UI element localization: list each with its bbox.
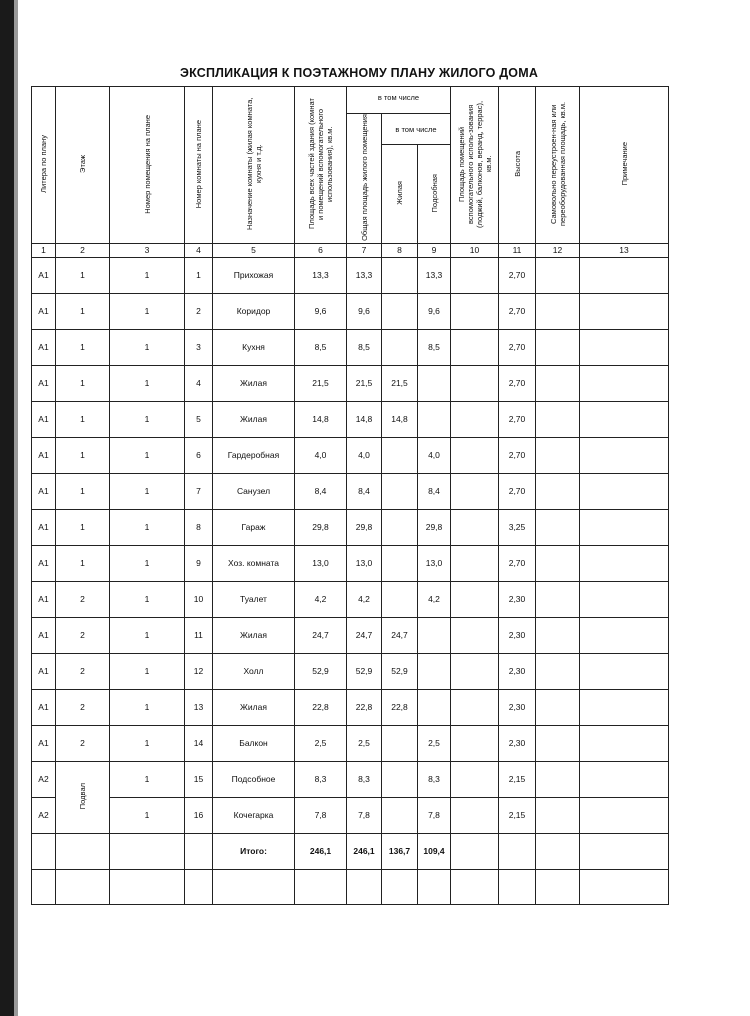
height-cell: 2,70 [499, 329, 536, 365]
room-purpose-cell: Коридор [213, 293, 295, 329]
aux-area-cell [418, 401, 451, 437]
aux-area-cell: 8,5 [418, 329, 451, 365]
room-purpose-cell: Балкон [213, 725, 295, 761]
premise-number-cell: 1 [110, 617, 185, 653]
room-purpose-cell: Кочегарка [213, 797, 295, 833]
premise-number-cell: 1 [110, 329, 185, 365]
note-cell [580, 437, 669, 473]
note-cell [580, 617, 669, 653]
area-cell: 4,2 [295, 581, 347, 617]
document-title: ЭКСПЛИКАЦИЯ К ПОЭТАЖНОМУ ПЛАНУ ЖИЛОГО ДОМА [180, 66, 539, 80]
area-cell: 24,7 [295, 617, 347, 653]
area-cell: 8,4 [295, 473, 347, 509]
litera-cell: А1 [32, 689, 56, 725]
empty-cell [213, 869, 295, 904]
floor-cell: 2 [56, 725, 110, 761]
header-group-sub: в том числе [382, 114, 451, 145]
height-cell: 2,30 [499, 581, 536, 617]
area-cell: 22,8 [295, 689, 347, 725]
area-cell: 8,3 [295, 761, 347, 797]
aux-area-cell: 29,8 [418, 509, 451, 545]
floor-cell: 2 [56, 653, 110, 689]
litera-cell: А1 [32, 581, 56, 617]
living-area-cell [382, 581, 418, 617]
header-col11: Высота [499, 87, 536, 244]
reconstructed-area-cell [536, 689, 580, 725]
area-cell: 9,6 [295, 293, 347, 329]
header-col4: Номер комнаты на плане [185, 87, 213, 244]
column-number: 7 [347, 243, 382, 257]
room-purpose-cell: Кухня [213, 329, 295, 365]
empty-cell [382, 869, 418, 904]
column-number: 3 [110, 243, 185, 257]
living-area-cell [382, 509, 418, 545]
reconstructed-area-cell [536, 581, 580, 617]
premise-number-cell: 1 [110, 725, 185, 761]
litera-cell: А1 [32, 365, 56, 401]
note-cell [580, 509, 669, 545]
total-area-cell: 13,3 [347, 257, 382, 293]
aux-area-cell: 2,5 [418, 725, 451, 761]
total-area-cell: 24,7 [347, 617, 382, 653]
column-number: 8 [382, 243, 418, 257]
reconstructed-area-cell [536, 509, 580, 545]
empty-cell [499, 869, 536, 904]
premise-number-cell: 1 [110, 797, 185, 833]
column-number: 12 [536, 243, 580, 257]
litera-cell: А1 [32, 473, 56, 509]
reconstructed-area-cell [536, 257, 580, 293]
area-cell: 13,3 [295, 257, 347, 293]
reconstructed-area-cell [536, 329, 580, 365]
floor-cell: 2 [56, 581, 110, 617]
premise-number-cell: 1 [110, 473, 185, 509]
room-number-cell: 16 [185, 797, 213, 833]
aux-area-cell: 4,2 [418, 581, 451, 617]
aux-area-cell: 9,6 [418, 293, 451, 329]
empty-cell [185, 869, 213, 904]
premise-number-cell: 1 [110, 761, 185, 797]
reconstructed-area-cell [536, 473, 580, 509]
living-area-cell [382, 257, 418, 293]
area-cell: 14,8 [295, 401, 347, 437]
aux-area-cell [418, 653, 451, 689]
litera-cell: А1 [32, 509, 56, 545]
room-purpose-cell: Прихожая [213, 257, 295, 293]
total-area-cell: 7,8 [347, 797, 382, 833]
aux-area-cell [418, 689, 451, 725]
totals-label: Итого: [213, 833, 295, 869]
reconstructed-area-cell [536, 653, 580, 689]
table-row [32, 365, 669, 401]
room-number-cell: 3 [185, 329, 213, 365]
reconstructed-area-cell [536, 293, 580, 329]
reconstructed-area-cell [536, 545, 580, 581]
living-area-cell [382, 293, 418, 329]
empty-cell [32, 833, 56, 869]
column-number: 13 [580, 243, 669, 257]
floor-cell: 1 [56, 365, 110, 401]
balcony-area-cell [451, 257, 499, 293]
total-area-cell: 52,9 [347, 653, 382, 689]
room-purpose-cell: Гардеробная [213, 437, 295, 473]
premise-number-cell: 1 [110, 581, 185, 617]
premise-number-cell: 1 [110, 689, 185, 725]
reconstructed-area-cell [536, 617, 580, 653]
aux-area-cell: 4,0 [418, 437, 451, 473]
header-col12: Самовольно переустроен-ная или переоборудованная площадь, кв.м. [536, 87, 580, 244]
height-cell: 2,30 [499, 653, 536, 689]
column-number: 6 [295, 243, 347, 257]
total-area-cell: 4,0 [347, 437, 382, 473]
total-area-cell: 29,8 [347, 509, 382, 545]
floor-cell: 1 [56, 293, 110, 329]
height-cell: 2,30 [499, 689, 536, 725]
header-col13: Примечание [580, 87, 669, 244]
reconstructed-area-cell [536, 761, 580, 797]
column-number-row [32, 243, 669, 257]
table-row [32, 617, 669, 653]
living-area-cell [382, 329, 418, 365]
premise-number-cell: 1 [110, 257, 185, 293]
room-number-cell: 4 [185, 365, 213, 401]
header-col1: Литера по плану [32, 87, 56, 244]
empty-cell [580, 833, 669, 869]
area-cell: 21,5 [295, 365, 347, 401]
balcony-area-cell [451, 797, 499, 833]
totals-living-area: 136,7 [382, 833, 418, 869]
premise-number-cell: 1 [110, 509, 185, 545]
living-area-cell [382, 437, 418, 473]
header-col3: Номер помещения на плане [110, 87, 185, 244]
premise-number-cell: 1 [110, 401, 185, 437]
note-cell [580, 581, 669, 617]
height-cell: 2,70 [499, 473, 536, 509]
table-row [32, 473, 669, 509]
totals-area: 246,1 [295, 833, 347, 869]
balcony-area-cell [451, 545, 499, 581]
area-cell: 2,5 [295, 725, 347, 761]
living-area-cell [382, 473, 418, 509]
height-cell: 2,15 [499, 797, 536, 833]
area-cell: 13,0 [295, 545, 347, 581]
height-cell: 2,30 [499, 617, 536, 653]
height-cell: 2,70 [499, 365, 536, 401]
totals-aux-area: 109,4 [418, 833, 451, 869]
note-cell [580, 257, 669, 293]
height-cell: 2,70 [499, 293, 536, 329]
floor-cell: 1 [56, 545, 110, 581]
room-purpose-cell: Жилая [213, 689, 295, 725]
litera-cell: А1 [32, 293, 56, 329]
table-row [32, 545, 669, 581]
floor-cell: 1 [56, 401, 110, 437]
totals-total-area: 246,1 [347, 833, 382, 869]
reconstructed-area-cell [536, 437, 580, 473]
room-number-cell: 13 [185, 689, 213, 725]
scan-edge-shadow-inner [14, 0, 18, 1016]
balcony-area-cell [451, 617, 499, 653]
reconstructed-area-cell [536, 797, 580, 833]
empty-cell [536, 833, 580, 869]
balcony-area-cell [451, 725, 499, 761]
note-cell [580, 797, 669, 833]
balcony-area-cell [451, 401, 499, 437]
empty-cell [32, 869, 56, 904]
room-number-cell: 9 [185, 545, 213, 581]
empty-cell [295, 869, 347, 904]
room-purpose-cell: Жилая [213, 365, 295, 401]
balcony-area-cell [451, 761, 499, 797]
note-cell [580, 653, 669, 689]
total-area-cell: 9,6 [347, 293, 382, 329]
table-row [32, 797, 669, 833]
floor-cell: 1 [56, 509, 110, 545]
floor-cell: 2 [56, 689, 110, 725]
empty-cell [347, 869, 382, 904]
litera-cell: А1 [32, 437, 56, 473]
header-col5: Назначение комнаты (жилая комната, кухня и т.д. [213, 87, 295, 244]
table-row [32, 509, 669, 545]
room-number-cell: 10 [185, 581, 213, 617]
header-group-total: в том числе [347, 87, 451, 114]
reconstructed-area-cell [536, 365, 580, 401]
total-area-cell: 22,8 [347, 689, 382, 725]
header-col8: Жилая [382, 145, 418, 244]
scan-edge-shadow [0, 0, 14, 1016]
balcony-area-cell [451, 689, 499, 725]
note-cell [580, 365, 669, 401]
litera-cell: А1 [32, 545, 56, 581]
balcony-area-cell [451, 509, 499, 545]
reconstructed-area-cell [536, 401, 580, 437]
room-number-cell: 12 [185, 653, 213, 689]
room-purpose-cell: Холл [213, 653, 295, 689]
height-cell: 2,15 [499, 761, 536, 797]
empty-cell [185, 833, 213, 869]
room-number-cell: 1 [185, 257, 213, 293]
table-row [32, 581, 669, 617]
litera-cell: А1 [32, 653, 56, 689]
balcony-area-cell [451, 365, 499, 401]
height-cell: 2,70 [499, 401, 536, 437]
empty-cell [56, 869, 110, 904]
note-cell [580, 329, 669, 365]
litera-cell: А2 [32, 797, 56, 833]
balcony-area-cell [451, 581, 499, 617]
total-area-cell: 8,4 [347, 473, 382, 509]
total-area-cell: 8,3 [347, 761, 382, 797]
table-row [32, 401, 669, 437]
room-number-cell: 6 [185, 437, 213, 473]
table-row [32, 257, 669, 293]
room-number-cell: 5 [185, 401, 213, 437]
room-purpose-cell: Жилая [213, 617, 295, 653]
aux-area-cell [418, 617, 451, 653]
aux-area-cell: 13,0 [418, 545, 451, 581]
living-area-cell: 22,8 [382, 689, 418, 725]
empty-cell [110, 833, 185, 869]
aux-area-cell: 8,3 [418, 761, 451, 797]
basement-floor-cell [56, 761, 110, 833]
litera-cell: А1 [32, 725, 56, 761]
height-cell: 3,25 [499, 509, 536, 545]
reconstructed-area-cell [536, 725, 580, 761]
table-row [32, 725, 669, 761]
column-number: 5 [213, 243, 295, 257]
height-cell: 2,70 [499, 257, 536, 293]
room-number-cell: 14 [185, 725, 213, 761]
floor-cell: 2 [56, 617, 110, 653]
room-number-cell: 15 [185, 761, 213, 797]
note-cell [580, 545, 669, 581]
aux-area-cell: 8,4 [418, 473, 451, 509]
litera-cell: А1 [32, 617, 56, 653]
column-number: 11 [499, 243, 536, 257]
header-col9: Подсобная [418, 145, 451, 244]
living-area-cell [382, 797, 418, 833]
room-purpose-cell: Туалет [213, 581, 295, 617]
area-cell: 29,8 [295, 509, 347, 545]
blank-row [32, 869, 669, 904]
floor-cell: 1 [56, 437, 110, 473]
balcony-area-cell [451, 653, 499, 689]
litera-cell: А2 [32, 761, 56, 797]
table-row [32, 329, 669, 365]
premise-number-cell: 1 [110, 653, 185, 689]
note-cell [580, 725, 669, 761]
empty-cell [499, 833, 536, 869]
column-number: 1 [32, 243, 56, 257]
balcony-area-cell [451, 437, 499, 473]
height-cell: 2,30 [499, 725, 536, 761]
table-row [32, 293, 669, 329]
litera-cell: А1 [32, 401, 56, 437]
room-purpose-cell: Жилая [213, 401, 295, 437]
living-area-cell [382, 725, 418, 761]
total-area-cell: 21,5 [347, 365, 382, 401]
aux-area-cell: 7,8 [418, 797, 451, 833]
total-area-cell: 13,0 [347, 545, 382, 581]
room-number-cell: 2 [185, 293, 213, 329]
empty-cell [418, 869, 451, 904]
column-number: 9 [418, 243, 451, 257]
table-body [32, 257, 669, 904]
empty-cell [110, 869, 185, 904]
room-number-cell: 7 [185, 473, 213, 509]
room-number-cell: 8 [185, 509, 213, 545]
area-cell: 7,8 [295, 797, 347, 833]
room-number-cell: 11 [185, 617, 213, 653]
column-number: 4 [185, 243, 213, 257]
room-purpose-cell: Подсобное [213, 761, 295, 797]
table-row [32, 761, 669, 797]
height-cell: 2,70 [499, 437, 536, 473]
table-row [32, 653, 669, 689]
note-cell [580, 293, 669, 329]
totals-row [32, 833, 669, 869]
note-cell [580, 401, 669, 437]
floor-cell: 1 [56, 473, 110, 509]
floor-cell: 1 [56, 329, 110, 365]
living-area-cell: 14,8 [382, 401, 418, 437]
total-area-cell: 8,5 [347, 329, 382, 365]
area-cell: 8,5 [295, 329, 347, 365]
note-cell [580, 761, 669, 797]
premise-number-cell: 1 [110, 545, 185, 581]
basement-floor-label: Подвал [78, 783, 87, 810]
living-area-cell [382, 545, 418, 581]
table-row [32, 689, 669, 725]
litera-cell: А1 [32, 257, 56, 293]
premise-number-cell: 1 [110, 365, 185, 401]
header-col10: Площадь помещений вспомогательного исполь-зования (лоджий, балконов, веранд, террас), кв.м. [451, 87, 499, 244]
empty-cell [56, 833, 110, 869]
total-area-cell: 4,2 [347, 581, 382, 617]
premise-number-cell: 1 [110, 293, 185, 329]
room-purpose-cell: Хоз. комната [213, 545, 295, 581]
living-area-cell [382, 761, 418, 797]
header-col2: Этаж [56, 87, 110, 244]
balcony-area-cell [451, 329, 499, 365]
aux-area-cell [418, 365, 451, 401]
balcony-area-cell [451, 473, 499, 509]
balcony-area-cell [451, 293, 499, 329]
room-purpose-cell: Санузел [213, 473, 295, 509]
aux-area-cell: 13,3 [418, 257, 451, 293]
empty-cell [451, 869, 499, 904]
column-number: 10 [451, 243, 499, 257]
living-area-cell: 21,5 [382, 365, 418, 401]
total-area-cell: 14,8 [347, 401, 382, 437]
floor-cell: 1 [56, 257, 110, 293]
height-cell: 2,70 [499, 545, 536, 581]
header-col7: Общая площадь жилого помещения [347, 114, 382, 244]
living-area-cell: 24,7 [382, 617, 418, 653]
room-purpose-cell: Гараж [213, 509, 295, 545]
note-cell [580, 473, 669, 509]
empty-cell [580, 869, 669, 904]
area-cell: 4,0 [295, 437, 347, 473]
table-row [32, 437, 669, 473]
empty-cell [451, 833, 499, 869]
column-number: 2 [56, 243, 110, 257]
litera-cell: А1 [32, 329, 56, 365]
empty-cell [536, 869, 580, 904]
living-area-cell: 52,9 [382, 653, 418, 689]
premise-number-cell: 1 [110, 437, 185, 473]
note-cell [580, 689, 669, 725]
area-cell: 52,9 [295, 653, 347, 689]
header-col6: Площадь всех частей здания (комнат и помещений вспомогательного использования), кв.м. [295, 87, 347, 244]
explication-table [31, 86, 669, 905]
total-area-cell: 2,5 [347, 725, 382, 761]
